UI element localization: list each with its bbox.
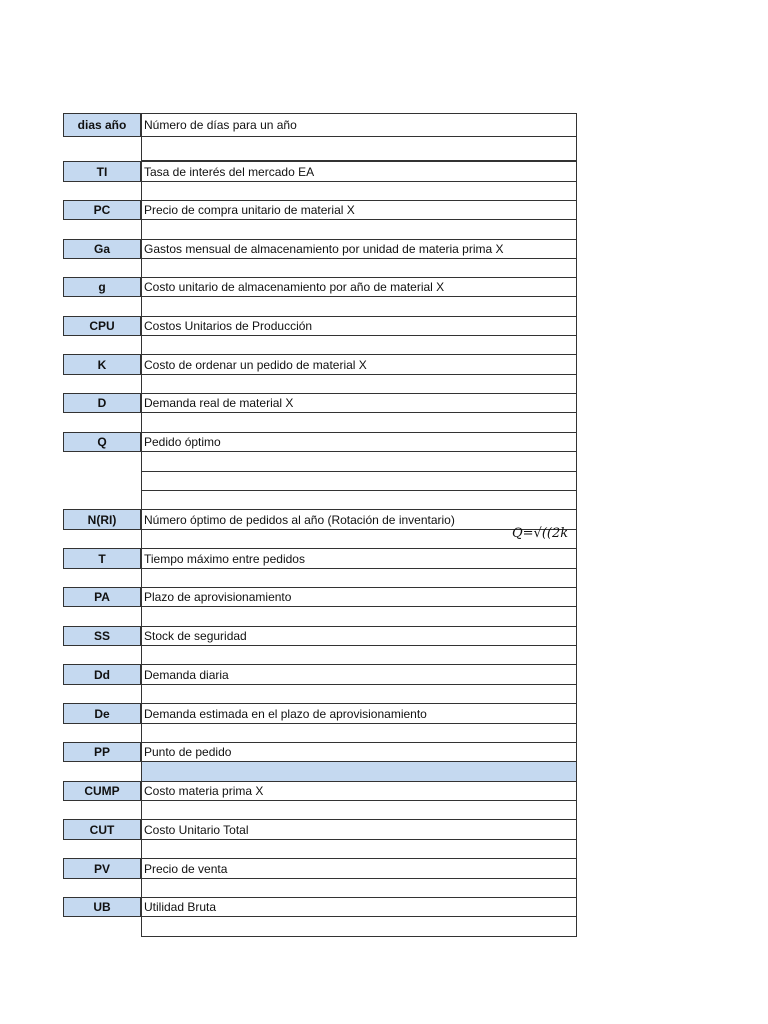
empty-cell[interactable] (141, 335, 577, 355)
empty-cell[interactable] (141, 684, 577, 704)
empty-cell[interactable] (141, 219, 577, 240)
code-cell[interactable]: Q (63, 432, 141, 452)
empty-cell[interactable] (141, 723, 577, 743)
empty-cell[interactable] (141, 568, 577, 588)
code-cell[interactable]: De (63, 703, 141, 724)
empty-cell[interactable] (141, 471, 577, 491)
empty-cell[interactable] (141, 645, 577, 665)
description-cell[interactable]: Costos Unitarios de Producción (141, 316, 577, 336)
description-cell[interactable]: Pedido óptimo (141, 432, 577, 452)
code-cell[interactable]: CUT (63, 819, 141, 840)
code-cell[interactable]: D (63, 393, 141, 413)
empty-cell[interactable] (141, 916, 577, 937)
description-cell[interactable]: Plazo de aprovisionamiento (141, 587, 577, 607)
description-cell[interactable]: Tasa de interés del mercado EA (141, 161, 577, 182)
code-cell[interactable]: T (63, 548, 141, 569)
code-cell[interactable]: PV (63, 858, 141, 879)
code-cell[interactable]: CUMP (63, 781, 141, 801)
description-cell[interactable]: Precio de compra unitario de material X (141, 200, 577, 220)
empty-cell[interactable] (141, 374, 577, 394)
description-cell[interactable]: Demanda estimada en el plazo de aprovisionamiento (141, 703, 577, 724)
code-cell[interactable]: K (63, 354, 141, 375)
description-cell[interactable]: Utilidad Bruta (141, 897, 577, 917)
description-cell[interactable]: Demanda diaria (141, 664, 577, 685)
description-cell[interactable]: Demanda real de material X (141, 393, 577, 413)
empty-cell[interactable] (141, 258, 577, 278)
code-cell[interactable]: Ga (63, 239, 141, 259)
description-cell[interactable]: Tiempo máximo entre pedidos (141, 548, 577, 569)
eoq-formula: Q=√((2k (512, 526, 569, 541)
description-cell[interactable]: Costo unitario de almacenamiento por año de material X (141, 277, 577, 297)
empty-cell[interactable] (141, 181, 577, 201)
highlighted-empty-cell[interactable] (141, 761, 577, 782)
code-cell[interactable]: PP (63, 742, 141, 762)
empty-cell[interactable] (141, 839, 577, 859)
code-cell[interactable]: PC (63, 200, 141, 220)
empty-cell[interactable] (141, 800, 577, 820)
code-cell[interactable]: g (63, 277, 141, 297)
description-cell[interactable]: Punto de pedido (141, 742, 577, 762)
description-cell[interactable]: Gastos mensual de almacenamiento por unidad de materia prima X (141, 239, 577, 259)
empty-cell[interactable] (141, 296, 577, 317)
description-cell[interactable]: Número de días para un año (141, 113, 577, 137)
description-cell[interactable]: Número óptimo de pedidos al año (Rotación de inventario) (141, 509, 577, 530)
code-cell[interactable]: CPU (63, 316, 141, 336)
code-cell[interactable]: SS (63, 626, 141, 646)
empty-cell[interactable] (141, 451, 577, 472)
empty-cell[interactable] (141, 136, 577, 161)
empty-cell[interactable] (141, 878, 577, 898)
code-cell[interactable]: UB (63, 897, 141, 917)
code-cell[interactable]: TI (63, 161, 141, 182)
empty-cell[interactable] (141, 412, 577, 433)
code-cell[interactable]: PA (63, 587, 141, 607)
description-cell[interactable]: Precio de venta (141, 858, 577, 879)
description-cell[interactable]: Costo de ordenar un pedido de material X (141, 354, 577, 375)
code-cell[interactable]: dias año (63, 113, 141, 137)
description-cell[interactable]: Stock de seguridad (141, 626, 577, 646)
code-cell[interactable]: N(RI) (63, 509, 141, 530)
description-cell[interactable]: Costo Unitario Total (141, 819, 577, 840)
description-cell[interactable]: Costo materia prima X (141, 781, 577, 801)
empty-cell[interactable] (141, 490, 577, 510)
empty-cell[interactable] (141, 606, 577, 627)
code-cell[interactable]: Dd (63, 664, 141, 685)
